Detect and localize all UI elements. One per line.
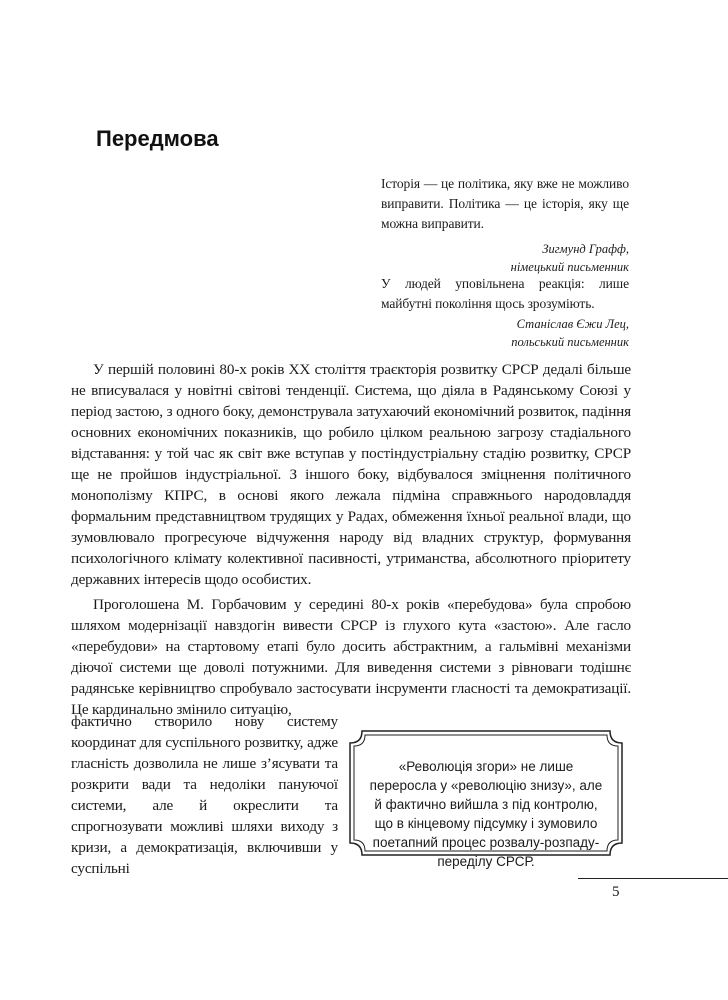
epigraph-quote: У людей уповільнена реакція: лише майбутні покоління щось зрозуміють.: [381, 276, 629, 311]
callout-text: «Революція згори» не лише переросла у «революцію знизу», але й фактично вийшла з під контролю, що в кінцевому підсумку і зумовило поетапний процес розвалу-розпаду-переділу СРСР.: [369, 759, 603, 869]
epigraph-quote: Історія — це політика, яку вже не можливо виправити. Політика — це історія, яку ще можна виправити.: [381, 176, 629, 231]
epigraph-author: Зигмунд Графф,: [542, 242, 629, 256]
epigraph-author-role: німецький письменник: [510, 260, 629, 274]
epigraph: [381, 174, 629, 276]
epigraph-author-role: польський письменник: [511, 335, 629, 349]
callout-box: [348, 729, 624, 869]
page-title: Передмова: [96, 126, 219, 151]
body-paragraph: фактично створило нову систему координат для суспільного розвитку, адже гласність дозволила не лише з’ясувати та розкрити вади та недоліки пануючої системи, але й окреслити та спрогнозувати можливі шляхи виходу з кризи, а демократизація, включивши у суспільні: [71, 713, 338, 877]
page-number: 5: [612, 884, 620, 900]
body-paragraph: Проголошена М. Горбачовим у середині 80-х років «перебудова» була спробою шляхом модернізації навздогін вивести СРСР із глухого кута «застою». Але гасло «перебудови» на стартовому етапі було досить абстрактним, а гальмівні механізми діючої системи ще доволі потужними. Для виведення системи з рівноваги тодішнє радянське керівництво спробувало застосувати інсрументи гласності та демократизації. Це кардинально змінило ситуацію,: [71, 596, 631, 718]
epigraph-author: Станіслав Єжи Лец,: [516, 317, 629, 331]
footer-rule: [578, 878, 728, 879]
epigraph: [381, 274, 629, 351]
body-paragraph: У першій половині 80-х років XX століття траєкторія розвитку СРСР дедалі більше не вписувалася у новітні світові тенденції. Система, що діяла в Радянському Союзі у період застою, з одного боку, демонструвала затухаючий економічний розвиток, падіння основних економічних показників, що робило цілком реальною загрозу стадіального відставання: у той час як світ вже вступав у постіндустріальну стадію розвитку, СРСР ще не пройшов індустріальної. З іншого боку, відбувалося зміцнення політичного монополізму КПРС, в основі якого лежала підміна справжнього народовладдя формальним представництвом трудящих у Радах, обмеження їхньої реальної влади, що зумовлювало прогресуюче відчуження народу від владних структур, формування психологічного клімату колективної пасивності, утриманства, абсолютного пріоритету державних інтересів щодо особистих.: [71, 361, 631, 588]
